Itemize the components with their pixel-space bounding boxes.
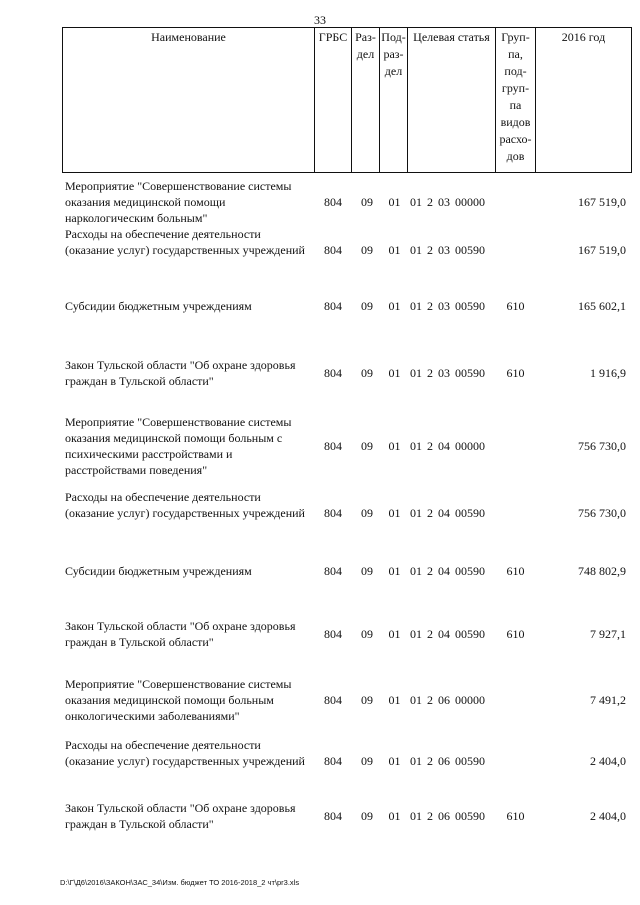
razdel-cell: 09 bbox=[361, 754, 373, 768]
row-name: Мероприятие "Совершенствование системы оказания медицинской помощи наркологическим больным" bbox=[65, 179, 292, 225]
row-name: Закон Тульской области "Об охране здоровья граждан в Тульской области" bbox=[65, 801, 296, 831]
grbs-cell: 804 bbox=[324, 195, 342, 209]
grbs-cell: 804 bbox=[324, 809, 342, 823]
target-article-cell: 01 2 03 00590 bbox=[410, 299, 485, 313]
podrazdel-cell: 01 bbox=[388, 506, 401, 520]
target-article-cell: 01 2 04 00000 bbox=[410, 439, 485, 453]
target-article-cell: 01 2 04 00590 bbox=[410, 506, 485, 520]
target-article-cell: 01 2 04 00590 bbox=[410, 564, 485, 578]
grbs-cell: 804 bbox=[324, 506, 342, 520]
expense-group-cell: 610 bbox=[506, 627, 525, 641]
razdel-cell: 09 bbox=[361, 299, 373, 313]
podrazdel-cell: 01 bbox=[388, 693, 401, 707]
amount-cell: 165 602,1 bbox=[578, 299, 626, 313]
row-name: Мероприятие "Совершенствование системы оказания медицинской помощи больным с психическими расстройствами и расстройствами поведения" bbox=[65, 415, 292, 477]
grbs-cell: 804 bbox=[324, 243, 342, 257]
podrazdel-cell: 01 bbox=[388, 195, 401, 209]
razdel-cell: 09 bbox=[361, 627, 373, 641]
file-path-footer: D:\Г\Д6\2016\ЗАКОН\ЗАС_34\Изм. бюджет ТО 2016-2018_2 чт\pr3.xls bbox=[60, 878, 300, 887]
target-article-cell: 01 2 04 00590 bbox=[410, 627, 485, 641]
amount-cell: 7 491,2 bbox=[590, 693, 626, 707]
row-name: Расходы на обеспечение деятельности (оказание услуг) государственных учреждений bbox=[65, 738, 305, 768]
row-name: Расходы на обеспечение деятельности (оказание услуг) государственных учреждений bbox=[65, 490, 305, 520]
target-article-cell: 01 2 03 00590 bbox=[410, 243, 485, 257]
podrazdel-cell: 01 bbox=[388, 627, 401, 641]
amount-cell: 2 404,0 bbox=[590, 754, 626, 768]
header-grbs: ГРБС bbox=[315, 28, 352, 172]
row-name: Субсидии бюджетным учреждениям bbox=[65, 299, 252, 313]
podrazdel-cell: 01 bbox=[388, 366, 401, 380]
razdel-cell: 09 bbox=[361, 809, 373, 823]
target-article-cell: 01 2 06 00590 bbox=[410, 754, 485, 768]
page-number: 33 bbox=[314, 13, 326, 27]
razdel-cell: 09 bbox=[361, 439, 373, 453]
row-name: Субсидии бюджетным учреждениям bbox=[65, 564, 252, 578]
amount-cell: 7 927,1 bbox=[590, 627, 626, 641]
grbs-cell: 804 bbox=[324, 627, 342, 641]
amount-cell: 756 730,0 bbox=[578, 439, 626, 453]
expense-group-cell: 610 bbox=[506, 366, 525, 380]
podrazdel-cell: 01 bbox=[388, 243, 401, 257]
amount-cell: 756 730,0 bbox=[578, 506, 626, 520]
amount-cell: 748 802,9 bbox=[578, 564, 626, 578]
target-article-cell: 01 2 03 00000 bbox=[410, 195, 485, 209]
amount-cell: 167 519,0 bbox=[578, 243, 626, 257]
amount-cell: 1 916,9 bbox=[590, 366, 626, 380]
grbs-cell: 804 bbox=[324, 693, 342, 707]
expense-group-cell: 610 bbox=[506, 809, 525, 823]
podrazdel-cell: 01 bbox=[388, 299, 401, 313]
target-article-cell: 01 2 03 00590 bbox=[410, 366, 485, 380]
razdel-cell: 09 bbox=[361, 564, 373, 578]
header-expense-group: Груп- па, под- груп- па видов расхо- дов bbox=[496, 28, 536, 172]
target-article-cell: 01 2 06 00000 bbox=[410, 693, 485, 707]
row-name: Закон Тульской области "Об охране здоровья граждан в Тульской области" bbox=[65, 619, 296, 649]
header-target-article: Целевая статья bbox=[408, 28, 496, 172]
target-article-cell: 01 2 06 00590 bbox=[410, 809, 485, 823]
header-name: Наименование bbox=[63, 28, 315, 172]
podrazdel-cell: 01 bbox=[388, 809, 401, 823]
grbs-cell: 804 bbox=[324, 366, 342, 380]
expense-group-cell: 610 bbox=[506, 299, 525, 313]
razdel-cell: 09 bbox=[361, 195, 373, 209]
razdel-cell: 09 bbox=[361, 506, 373, 520]
razdel-cell: 09 bbox=[361, 366, 373, 380]
header-razdel: Раз- дел bbox=[352, 28, 380, 172]
amount-cell: 167 519,0 bbox=[578, 195, 626, 209]
grbs-cell: 804 bbox=[324, 564, 342, 578]
row-name: Закон Тульской области "Об охране здоровья граждан в Тульской области" bbox=[65, 358, 296, 388]
grbs-cell: 804 bbox=[324, 299, 342, 313]
header-podrazdel: Под- раз- дел bbox=[380, 28, 408, 172]
podrazdel-cell: 01 bbox=[388, 439, 401, 453]
podrazdel-cell: 01 bbox=[388, 564, 401, 578]
amount-cell: 2 404,0 bbox=[590, 809, 626, 823]
podrazdel-cell: 01 bbox=[388, 754, 401, 768]
row-name: Расходы на обеспечение деятельности (оказание услуг) государственных учреждений bbox=[65, 227, 305, 257]
expense-group-cell: 610 bbox=[506, 564, 525, 578]
razdel-cell: 09 bbox=[361, 693, 373, 707]
header-amount-2016: 2016 год bbox=[561, 30, 606, 44]
row-name: Мероприятие "Совершенствование системы оказания медицинской помощи больным онкологическими заболеваниями" bbox=[65, 677, 292, 723]
razdel-cell: 09 bbox=[361, 243, 373, 257]
grbs-cell: 804 bbox=[324, 439, 342, 453]
grbs-cell: 804 bbox=[324, 754, 342, 768]
